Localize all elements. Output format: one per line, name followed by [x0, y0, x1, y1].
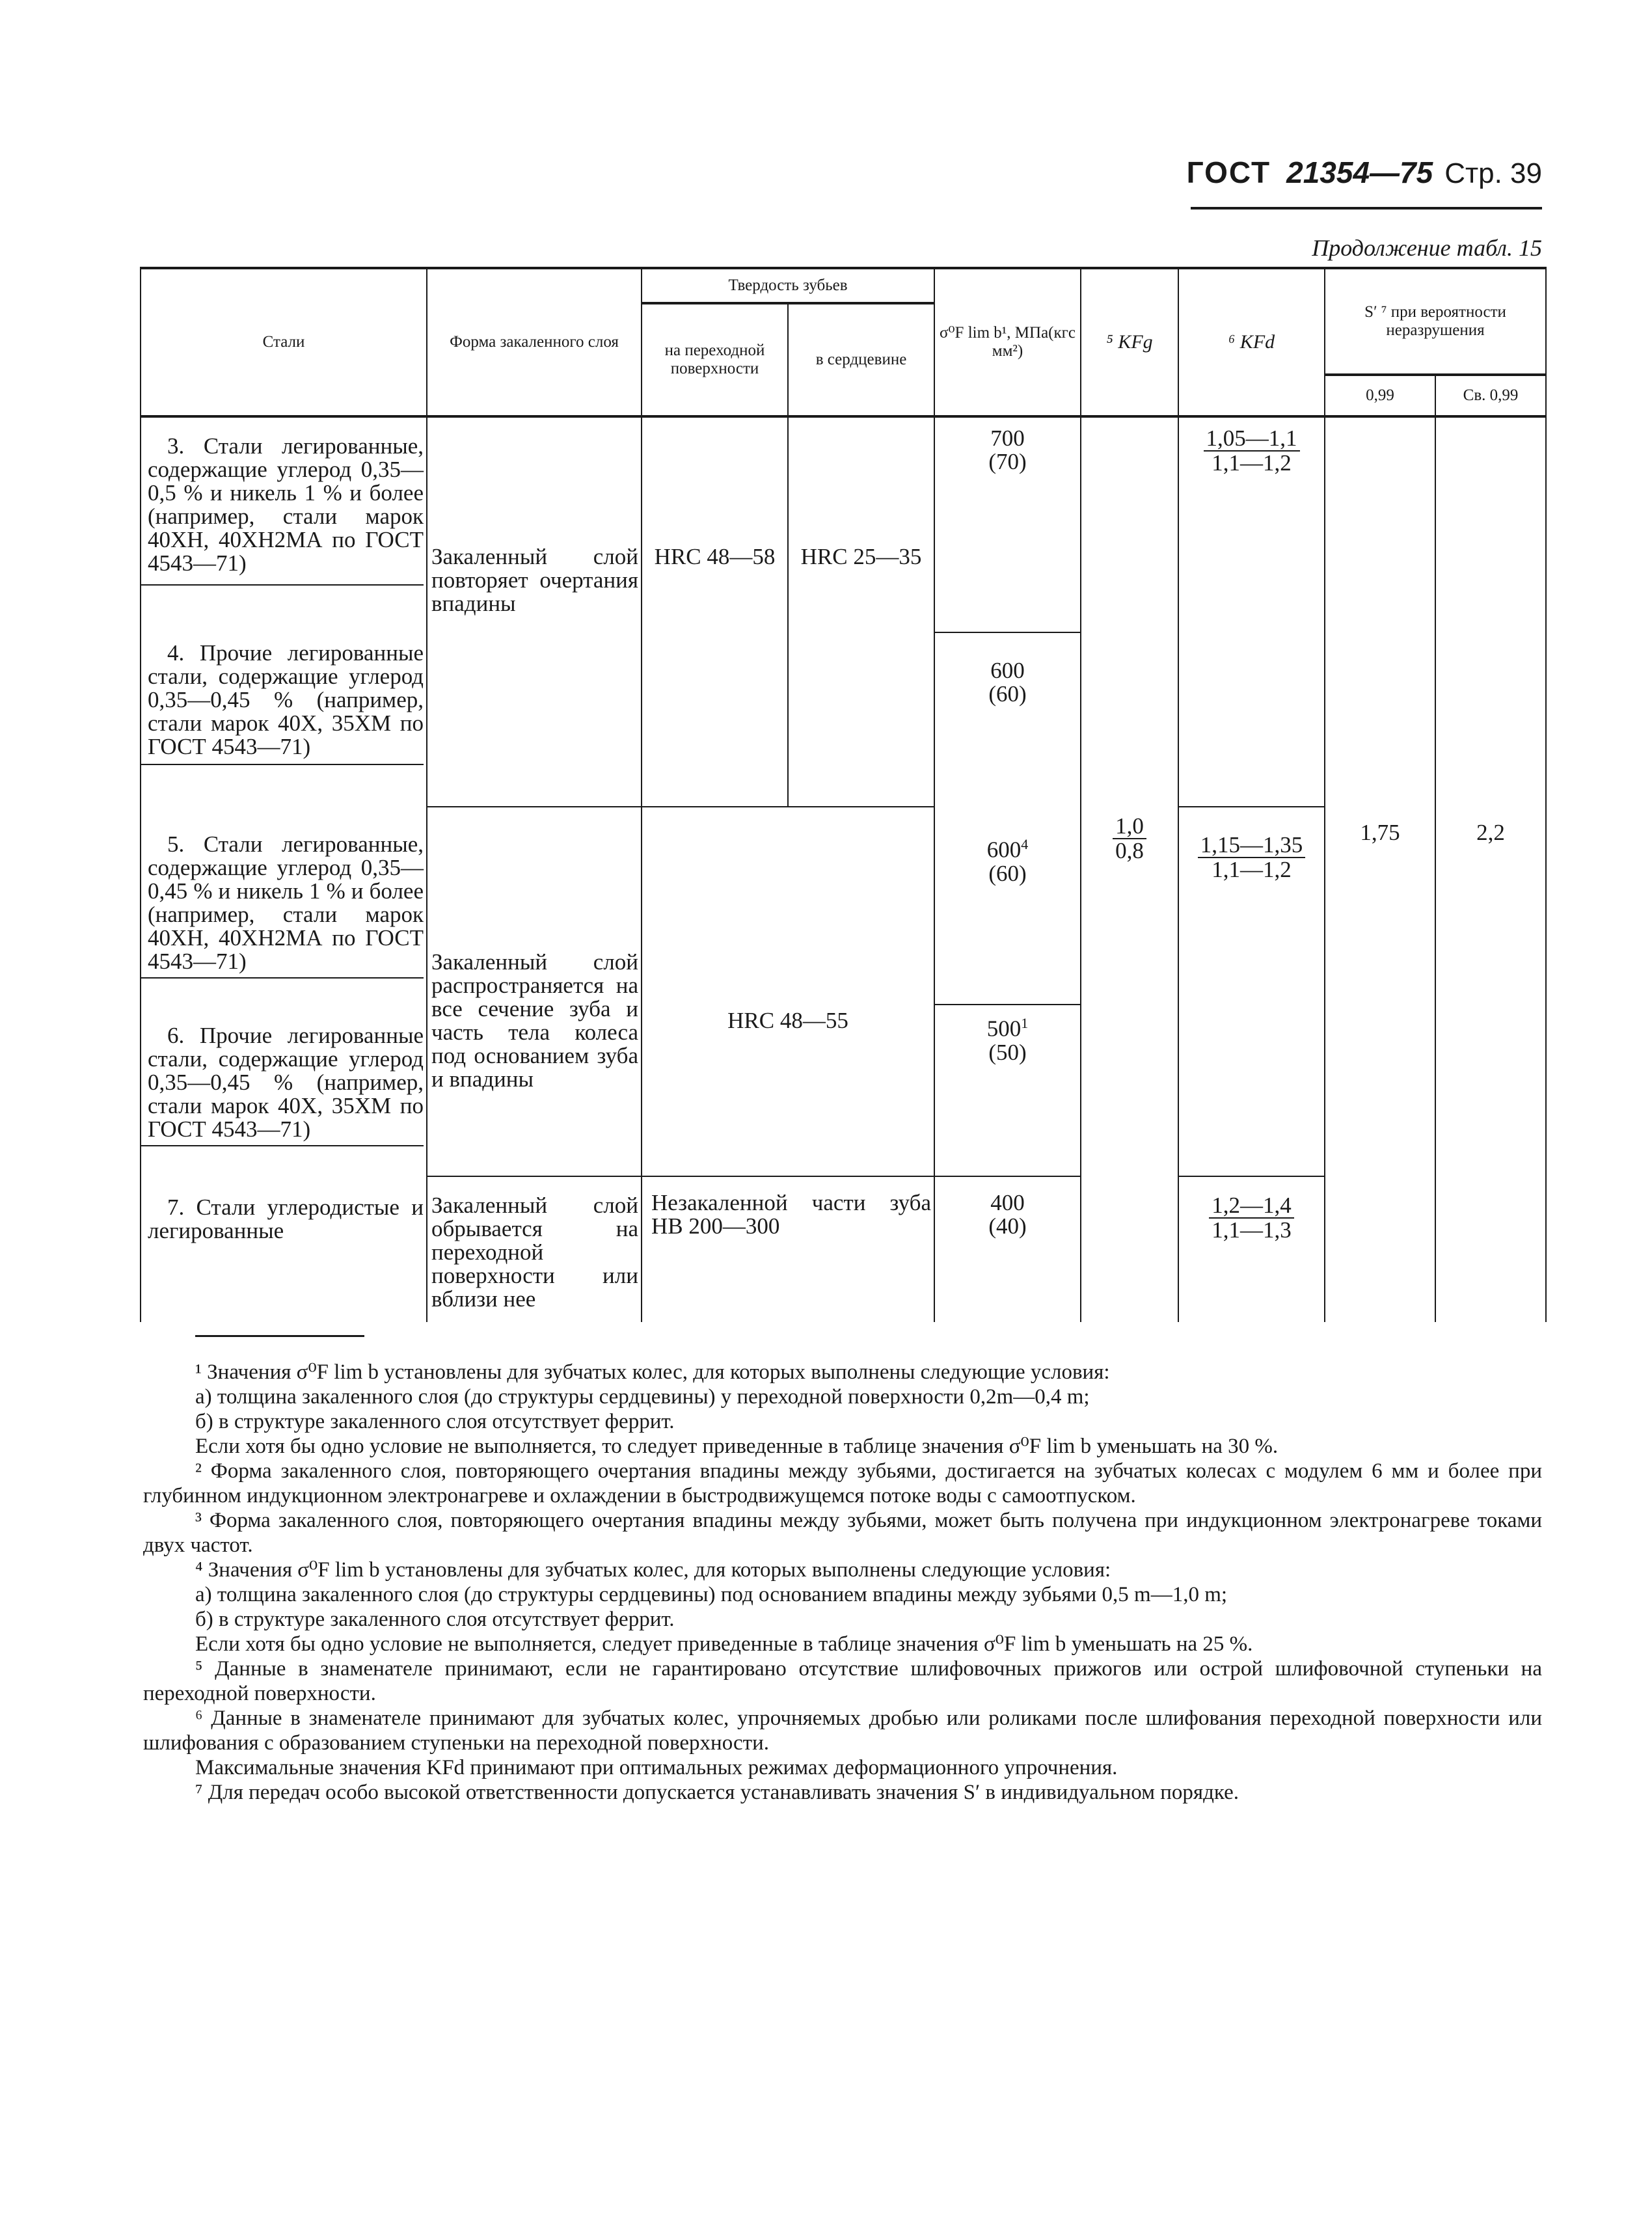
kfd-c-den: 1,1—1,3 [1212, 1217, 1292, 1243]
kfd-a-cell [1178, 416, 1325, 807]
kfd-b-den: 1,1—1,2 [1212, 857, 1292, 882]
row-6-steel [141, 1005, 427, 1176]
standard-number: 21354—75 [1286, 155, 1433, 189]
sigma-4-kgs: (60) [988, 681, 1027, 707]
footnote-4c: Если хотя бы одно условие не выполняется, следует приведенные в таблице значения σ⁰F lim b уменьшать на 25 %. [195, 1632, 1253, 1656]
kfd-b-cell [1178, 807, 1325, 1176]
sigma-3: 700 [990, 426, 1025, 451]
hard-b: HRC 48—55 [642, 807, 934, 1176]
kfd-a-fraction [1204, 427, 1300, 475]
kfd-c-fraction [1209, 1194, 1294, 1242]
col-s-over099: Св. 0,99 [1435, 375, 1546, 416]
sigma-row5 [934, 807, 1081, 1005]
form-c-text: Закаленный слой обрывается на переходной поверхности или вблизи нее [431, 1193, 638, 1312]
row-7-steel-text: 7. Стали углеродистые и легированные [148, 1195, 424, 1243]
sigma-6-kgs: (50) [988, 1039, 1027, 1065]
header-rule [1191, 207, 1542, 209]
form-a [427, 416, 642, 807]
sigma-row7 [934, 1176, 1081, 1322]
kfd-c-cell [1178, 1176, 1325, 1322]
page-number: Стр. 39 [1444, 157, 1542, 189]
col-hard-surface: на переходной поверхности [642, 303, 788, 416]
hard-surface-a: HRC 48—58 [642, 416, 788, 807]
table-continuation: Продолжение табл. 15 [1312, 235, 1542, 261]
col-sigma: σ⁰F lim b¹, МПа(кгс мм²) [934, 268, 1081, 416]
sigma-row4 [934, 632, 1081, 807]
kfg-num: 1,0 [1113, 815, 1146, 839]
form-c [427, 1176, 642, 1322]
row-4-steel-text: 4. Прочие легированные стали, содержащие углерод 0,35—0,45 % (например, стали марок 40Х, 35ХМ по ГОСТ 4543—71) [148, 640, 424, 759]
sigma-5-kgs: (60) [988, 860, 1027, 886]
row-5-steel-text: 5. Стали легированные, содержащие углерод 0,35—0,45 % и никель 1 % и более (например, стали марок 40ХН, 40ХН2МА по ГОСТ 4543—71) [148, 831, 424, 974]
sigma-7: 400 [990, 1190, 1025, 1215]
sigma-5: 600 [986, 837, 1022, 863]
col-kfd: ⁶ KFd [1178, 268, 1325, 416]
footnote-1a: а) толщина закаленного слоя (до структуры сердцевины) у переходной поверхности 0,2m—0,4 m; [195, 1385, 1090, 1409]
footnote-1b: б) в структуре закаленного слоя отсутствует феррит. [195, 1410, 675, 1433]
form-b [427, 807, 642, 1176]
row-3-steel [141, 416, 427, 632]
kfg-cell [1081, 416, 1178, 1322]
kfd-a-den: 1,1—1,2 [1212, 450, 1292, 476]
footnote-1: ¹ Значения σ⁰F lim b установлены для зубчатых колес, для которых выполнены следующие условия: [195, 1360, 1110, 1384]
hard-c: Незакаленной части зуба НВ 200—300 [642, 1176, 934, 1322]
sigma-6-note: 1 [1021, 1015, 1029, 1031]
footnote-rule [195, 1335, 364, 1337]
col-steel: Стали [141, 268, 427, 416]
col-s: S′ ⁷ при вероятности неразрушения [1325, 268, 1546, 375]
footnote-6a: Максимальные значения KFd принимают при оптимальных режимах деформационного упрочнения. [195, 1756, 1118, 1779]
footnote-2: ² Форма закаленного слоя, повторяющего очертания впадины между зубьями, достигается на зубчатых колесах с модулем 6 мм и более при глубинном индукционном электронагреве и охлаждении в быстродвижущемся потоке воды с самоотпуском. [143, 1459, 1542, 1507]
col-hard-core: в сердцевине [788, 303, 934, 416]
page-header [143, 155, 1542, 213]
footnote-6: ⁶ Данные в знаменателе принимают для зубчатых колес, упрочняемых дробью или роликами после шлифования переходной поверхности или шлифования с образованием ступеньки на переходной поверхности. [143, 1707, 1542, 1755]
row-4-steel [141, 632, 427, 807]
kfd-a-num: 1,05—1,1 [1204, 427, 1300, 452]
gost-label: ГОСТ [1186, 155, 1271, 189]
row-3-steel-text: 3. Стали легированные, содержащие углерод 0,35—0,5 % и никель 1 % и более (например, стали марок 40ХН, 40ХН2МА по ГОСТ 4543—71) [148, 433, 424, 576]
col-form: Форма закаленного слоя [427, 268, 642, 416]
footnote-3: ³ Форма закаленного слоя, повторяющего очертания впадины между зубьями, может быть получена при индукционном электронагреве токами двух частот. [143, 1509, 1542, 1557]
row-6-steel-text: 6. Прочие легированные стали, содержащие углерод 0,35—0,45 % (например, стали марок 40Х, 35ХМ по ГОСТ 4543—71) [148, 1023, 424, 1142]
kfd-b-num: 1,15—1,35 [1198, 833, 1306, 858]
hard-core-a: HRC 25—35 [788, 416, 934, 807]
sigma-5-note: 4 [1021, 836, 1029, 852]
kfg-fraction [1113, 815, 1146, 863]
col-s-099: 0,99 [1325, 375, 1435, 416]
col-kfg: ⁵ KFg [1081, 268, 1178, 416]
s-over-value: 2,2 [1435, 416, 1546, 1322]
row-7-steel [141, 1176, 427, 1322]
form-b-text: Закаленный слой распространяется на все сечение зуба и часть тела колеса под основанием зуба и впадины [431, 949, 638, 1092]
footnote-4b: б) в структуре закаленного слоя отсутствует феррит. [195, 1608, 675, 1631]
kfd-b-fraction [1198, 833, 1306, 882]
sigma-row3 [934, 416, 1081, 632]
kfd-c-num: 1,2—1,4 [1209, 1194, 1294, 1219]
sigma-4: 600 [990, 658, 1025, 683]
s-099-value: 1,75 [1325, 416, 1435, 1322]
sigma-3-kgs: (70) [988, 449, 1027, 474]
sigma-row6 [934, 1005, 1081, 1176]
form-a-text: Закаленный слой повторяет очертания впадины [431, 544, 638, 616]
footnote-4a: а) толщина закаленного слоя (до структуры сердцевины) под основанием впадины между зубьями 0,5 m—1,0 m; [195, 1583, 1228, 1606]
footnote-5: ⁵ Данные в знаменателе принимают, если не гарантировано отсутствие шлифовочных прижогов или острой шлифовочной ступеньки на переходной поверхности. [143, 1657, 1542, 1705]
footnotes [143, 1360, 1542, 1805]
footnote-1c: Если хотя бы одно условие не выполняется, то следует приведенные в таблице значения σ⁰F lim b уменьшать на 30 %. [195, 1435, 1279, 1458]
sigma-7-kgs: (40) [988, 1213, 1027, 1239]
footnote-7: ⁷ Для передач особо высокой ответственности допускается устанавливать значения S′ в индивидуальном порядке. [195, 1781, 1239, 1804]
footnote-4: ⁴ Значения σ⁰F lim b установлены для зубчатых колес, для которых выполнены следующие условия: [195, 1558, 1111, 1582]
col-hardness: Твердость зубьев [642, 268, 934, 303]
kfg-den: 0,8 [1115, 838, 1144, 863]
row-5-steel [141, 807, 427, 1005]
table-15 [140, 267, 1545, 1322]
sigma-6: 500 [986, 1016, 1022, 1042]
